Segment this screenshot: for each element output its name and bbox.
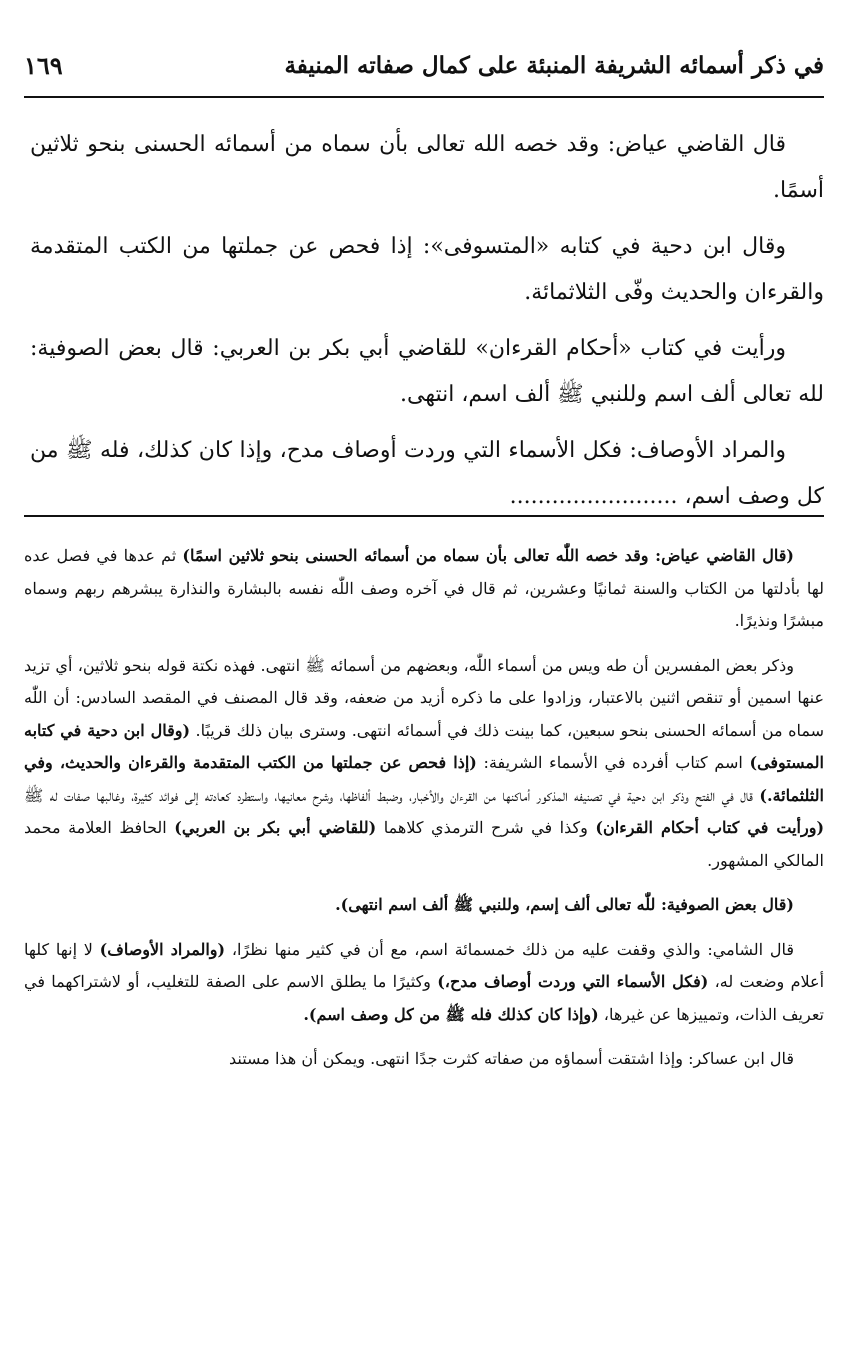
page-header: [24, 40, 824, 90]
commentary-text-run: الحافظ العلامة محمد المالكي المشهور.: [24, 818, 824, 870]
commentary-text-run: وكذا في شرح الترمذي كلاهما: [376, 818, 596, 837]
main-paragraph: قال القاضي عياض: وقد خصه الله تعالى بأن سماه من أسمائه الحسنى بنحو ثلاثين أسمًا.: [30, 132, 824, 203]
commentary-paragraph: [24, 1043, 824, 1076]
quoted-text: (قال القاضي عياض: وقد خصه اللّٰه تعالى بأن سماه من أسمائه الحسنى بنحو ثلاثين اسمًا): [182, 546, 795, 565]
commentary-text-run: لا إنها كلها أعلام وضعت له،: [24, 939, 825, 991]
commentary-paragraph: [24, 889, 824, 922]
page-number: ١٦٩: [24, 50, 63, 80]
main-paragraph: ورأيت في كتاب «أحكام القرءان» للقاضي أبي بكر بن العربي: قال بعض الصوفية: لله تعالى ألف اسم وللنبي ﷺ ألف اسم، انتهى.: [30, 336, 824, 407]
quoted-text: (قال بعض الصوفية: للّٰه تعالى ألف إسم، وللنبي ﷺ ألف اسم انتهى).: [335, 895, 794, 914]
commentary-text: [24, 540, 824, 1088]
running-title: في ذكر أسمائه الشريفة المنبئة على كمال صفاته المنيفة: [284, 51, 824, 79]
main-paragraph: وقال ابن دحية في كتابه «المتسوفى»: إذا فحص عن جملتها من الكتب المتقدمة والقرءان والحديث وفّى الثلاثمائة.: [30, 234, 824, 305]
commentary-text-run: قال ابن عساكر: وإذا اشتقت أسماؤه من صفاته كثرت جدًا انتهى. ويمكن أن هذا مستند: [228, 1049, 794, 1068]
quoted-text: (وإذا كان كذلك فله ﷺ من كل وصف اسم).: [303, 1004, 599, 1024]
commentary-paragraph: [24, 934, 824, 1032]
commentary-divider: [24, 515, 824, 517]
commentary-text-run: اسم كتاب أفرده في الأسماء الشريفة:: [476, 753, 750, 772]
quoted-text: (للقاضي أبي بكر بن العربي): [174, 818, 377, 837]
quoted-text: (ورأيت في كتاب أحكام القرءان): [595, 818, 825, 837]
commentary-paragraph: [24, 650, 824, 878]
commentary-paragraph: [24, 540, 824, 638]
header-divider: [24, 96, 824, 98]
quoted-text: (والمراد الأوصاف): [99, 939, 226, 959]
quoted-text: (إذا فحص عن جملتها من الكتب المتقدمة والقرءان والحديث، وفي الثلثمائة.): [24, 753, 824, 805]
commentary-text-run: قال الشامي: والذي وقفت عليه من ذلك خمسمائة اسم، مع أن في كثير منها نظرًا،: [225, 939, 794, 959]
quoted-text: (فكل الأسماء التي وردت أوصاف مدح،): [437, 972, 709, 991]
commentary-text-run: قال في الفتح وذكر ابن دحية في تصنيفه المذكور أماكنها من القرءان والأخبار، وضبط ألفاظها، وشرح معانيها، واستطرد كعادته إلى فوائد كثيرة، وغالبها صفات له ﷺ: [24, 785, 760, 805]
main-paragraph: والمراد الأوصاف: فكل الأسماء التي وردت أوصاف مدح، وإذا كان كذلك، فله ﷺ من كل وصف اسم، ........................: [30, 438, 824, 509]
quoted-text: (وقال ابن دحية في كتابه المستوفى): [24, 720, 824, 772]
commentary-text-run: ثم عدها في فصل عده لها بأدلتها من الكتاب والسنة ثمانيًا وعشرين، ثم قال في آخره وصف اللّٰه نفسه بالبشارة والنذارة يبشرهم ربهم وسماه مبشرًا ونذيرًا.: [24, 546, 824, 630]
commentary-text-run: وذكر بعض المفسرين أن طه ويس من أسماء اللّٰه، وبعضهم من أسمائه ﷺ انتهى. فهذه نكتة قوله بنحو ثلاثين، أي تزيد عنها اسمين أو تنقص اثنين بالاعتبار، وزادوا على ما ذكره أزيد من ضعفه، وقد قال المصنف في المقصد السادس: أن اللّٰه سماه من أسمائه الحسنى بنحو سبعين، كما بينت ذلك في أسمائه انتهى. وسترى بيان ذلك قريبًا.: [24, 655, 824, 740]
main-text: [30, 122, 824, 530]
commentary-text-run: وكثيرًا ما يطلق الاسم على الصفة للتغليب، أو لاشتراكهما في تعريف الذات، وتمييزها عن غيرها،: [24, 972, 824, 1024]
